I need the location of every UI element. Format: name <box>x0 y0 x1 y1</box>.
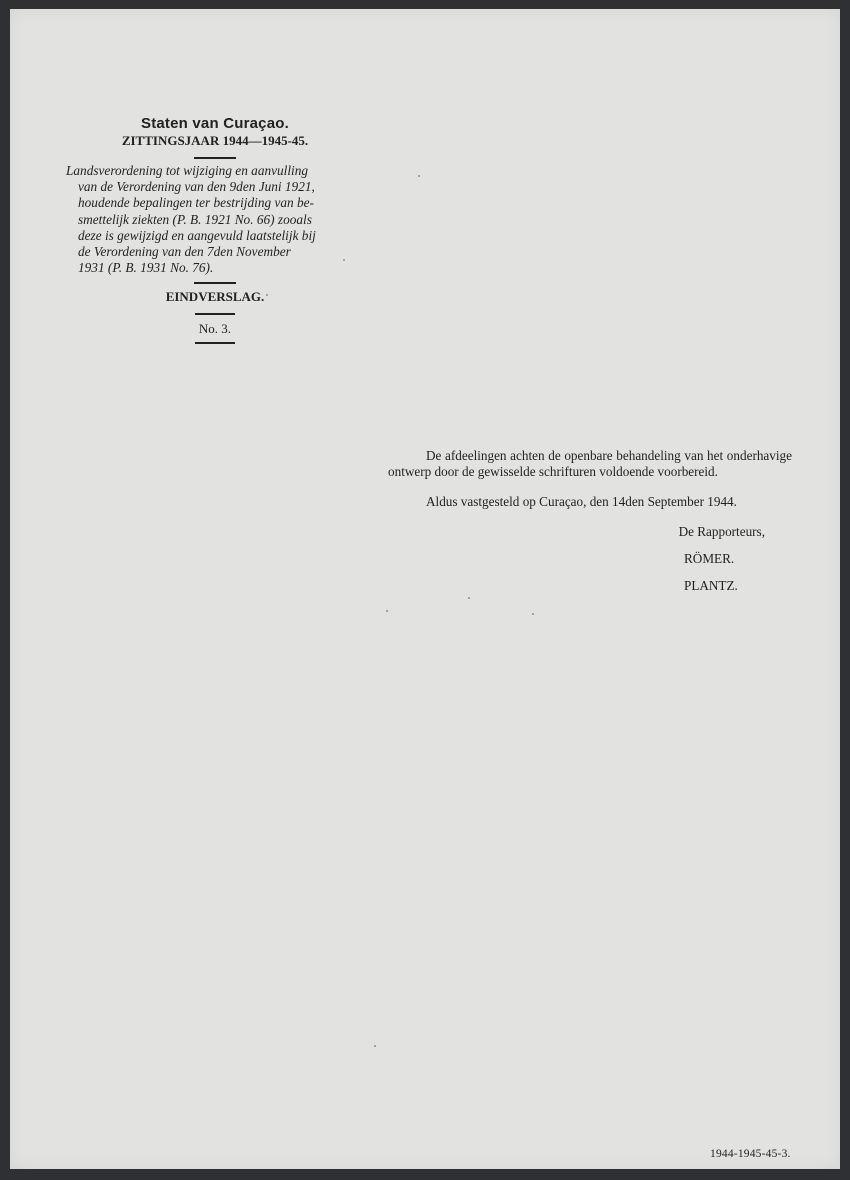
subject-line: deze is gewijzigd en aangevuld laatstelijk bij <box>78 227 316 243</box>
paper-speck <box>468 597 470 599</box>
report-type: EINDVERSLAG. <box>165 289 265 305</box>
body-paragraph: De afdeelingen achten de openbare behandeling van het onderhavige ontwerp door de gewisselde schrifturen voldoende voorbereid. <box>388 448 792 479</box>
report-number: No. 3. <box>198 320 232 336</box>
paper-speck <box>386 610 388 612</box>
date-statement: Aldus vastgesteld op Curaçao, den 14den September 1944. <box>426 494 737 509</box>
divider <box>195 342 235 344</box>
document-page <box>10 9 840 1169</box>
document-code: 1944-1945-45-3. <box>710 1148 791 1160</box>
divider <box>194 282 236 284</box>
signature-name: RÖMER. <box>684 551 735 566</box>
subject-line: Landsverordening tot wijziging en aanvulling <box>66 163 309 178</box>
session-year: ZITTINGSJAAR 1944—1945-45. <box>121 133 309 148</box>
paper-speck <box>374 1045 376 1047</box>
subject-line: smettelijk ziekten (P. B. 1921 No. 66) zooals <box>78 211 312 227</box>
paper-speck <box>418 175 420 177</box>
subject-line: houdende bepalingen ter bestrijding van be- <box>78 195 314 211</box>
subject-line: de Verordening van den 7den November <box>78 244 291 260</box>
signature <box>388 578 792 594</box>
subject-line: van de Verordening van den 9den Juni 1921, <box>78 179 315 195</box>
paper-speck <box>532 613 534 615</box>
document-subject <box>65 163 365 276</box>
document-header <box>65 116 365 344</box>
divider <box>194 157 236 159</box>
paper-speck <box>343 259 345 261</box>
divider <box>195 313 235 315</box>
closing-salutation: De Rapporteurs, <box>678 524 765 539</box>
paper-speck <box>266 294 268 296</box>
organization-name: Staten van Curaçao. <box>140 115 289 132</box>
subject-line: 1931 (P. B. 1931 No. 76). <box>78 260 214 276</box>
signature-name: PLANTZ. <box>684 578 738 593</box>
report-body <box>388 448 792 594</box>
signature <box>388 551 792 567</box>
